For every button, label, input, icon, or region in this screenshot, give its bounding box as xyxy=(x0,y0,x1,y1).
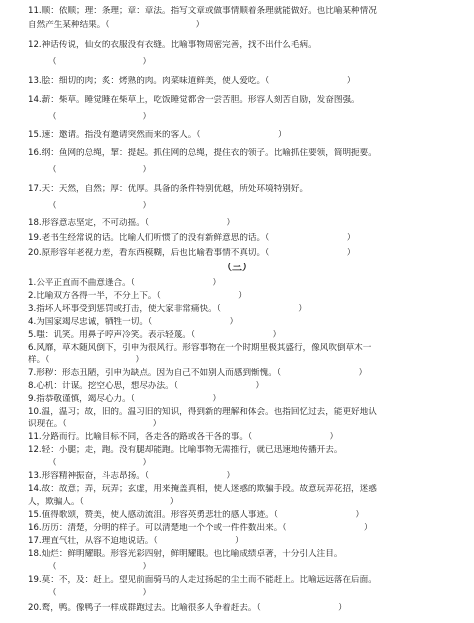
question-line: 9.指恭敬谨慎，竭尽心力。（ ） xyxy=(28,394,221,404)
question-line: 4.为国家竭尽忠诚，牺牲一切。（ ） xyxy=(28,317,239,327)
question-line: 3.指坏人坏事受到惩罚或打击，使大家非常痛快。（ ） xyxy=(28,304,307,314)
question-line: 11.分路而行。比喻目标不同，各走各的路或各干各的事。（ ） xyxy=(28,432,339,442)
question-line: 10.温，温习；故，旧的。温习旧的知识，得到新的理解和体会。也指回忆过去，能更好地认 xyxy=(28,407,377,417)
question-line: 样。（ ） xyxy=(28,355,145,365)
answer-blank: （ ） xyxy=(48,57,152,67)
question-line: 20.鹜，鸭。像鸭子一样成群跑过去。比喻很多人争着赶去。（ ） xyxy=(28,603,347,613)
question-line: 17.天：天然，自然；厚：优厚。具备的条件特别优越，所处环境特别好。 xyxy=(28,184,309,194)
question-line: 识现在。（ ） xyxy=(28,419,162,429)
question-line: 12.轻：小腿；走，跑。没有腿却能跑。比喻事物无需推行，就已迅速地传播开去。 xyxy=(28,445,343,455)
question-line: 15.速：邀请。指没有邀请突然而来的客人。（ ） xyxy=(28,130,287,140)
question-line: 5.嗤：讥笑。用鼻子哼声冷笑。表示轻蔑。（ ） xyxy=(28,330,282,340)
question-line: 人，欺骗人。（ ） xyxy=(28,497,179,507)
question-line: 15.值得歌颂，赞美，使人感动流泪。形容英勇悲壮的感人事迹。（ ） xyxy=(28,510,364,520)
section-title: （三） xyxy=(222,263,252,273)
answer-blank: （ ） xyxy=(48,201,152,211)
question-line: 6.风靡，草木随风倒下，引申为很风行。形容事物在一个时期里极其盛行，像风吹倒草木一 xyxy=(28,343,372,353)
question-line: 14.薪：柴草。睡觉睡在柴草上，吃饭睡觉都舍一尝苦胆。形容人刻苦自励，发奋图强。 xyxy=(28,95,360,105)
question-line: 16.纲：鱼网的总绳，挈：提起。抓住网的总绳，提住衣的领子。比喻抓住要领，简明扼要。 xyxy=(28,148,377,158)
question-line: 19.老书生经常说的话。比喻人们听惯了的没有新鲜意思的话。（ ） xyxy=(28,233,356,243)
answer-blank: （ ） xyxy=(48,588,152,598)
question-line: 18.形容意志坚定，不可动摇。（ ） xyxy=(28,218,236,228)
question-line: 17.理直气壮，从容不迫地说话。（ ） xyxy=(28,536,244,546)
question-line: 13.脍：细切的肉；炙：烤熟的肉。肉菜味道鲜美，使人爱吃。（ ） xyxy=(28,76,356,86)
question-line: 20.原形容年老视力差，看东西模糊，后也比喻看事情不真切。（ ） xyxy=(28,248,356,258)
question-line: 1.公平正直而不曲意逢合。（ ） xyxy=(28,278,221,288)
question-line: 13.形容精神振奋，斗志昂扬。（ ） xyxy=(28,471,236,481)
answer-blank: （ ） xyxy=(48,562,152,572)
question-line: 18.灿烂：鲜明耀眼。形容光彩四射，鲜明耀眼。也比喻成绩卓著，十分引人注目。 xyxy=(28,549,343,559)
question-line: 自然产生某种结果。（ ） xyxy=(28,20,205,30)
question-line: 19.莫：不，及：赶上。望见前面骑马的人走过扬起的尘土而不能赶上。比喻远远落在后面。 xyxy=(28,575,377,585)
question-line: 14.故：故意；弄，玩弄；玄虚，用来掩盖真相，使人迷惑的欺骗手段。故意玩弄花招，迷惑 xyxy=(28,484,377,494)
question-line: 12.神话传说，仙女的衣服没有衣缝。比喻事物周密完善，找不出什么毛病。 xyxy=(28,40,317,50)
answer-blank: （ ） xyxy=(48,458,152,468)
question-line: 11.顺：依顺；理：条理；章：章法。指写文章或做事情顺着条理就能做好。也比喻某种情况 xyxy=(28,6,377,16)
question-line: 2.比喻双方各得一半，不分上下。（ ） xyxy=(28,291,247,301)
question-line: 7.形秽：形态丑陋，引申为缺点。因为自己不如别人而感到惭愧。（ ） xyxy=(28,368,368,378)
answer-blank: （ ） xyxy=(48,112,152,122)
answer-blank: （ ） xyxy=(48,165,152,175)
question-line: 8.心机：计谋。挖空心思，想尽办法。（ ） xyxy=(28,381,264,391)
question-line: 16.历历：清楚，分明的样子。可以清楚地一个个或一件件数出来。（ ） xyxy=(28,523,373,533)
